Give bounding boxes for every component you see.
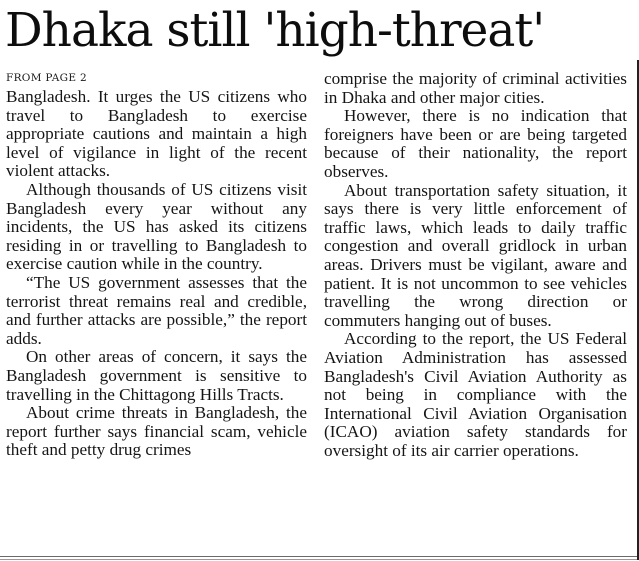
headline: Dhaka still 'high-threat' [5,3,545,58]
paragraph: About transportation safety situation, it says there is very little enforcement of traffic laws, which leads to daily traffic congestion and overall gridlock in urban areas. Drivers must be vigilant, aware and patient. It is not uncommon to see vehicles travelling the wrong direction or commuters hanging out of buses. [324,180,627,330]
paragraph: On other areas of concern, it says the Bangladesh government is sensitive to travelling in the Chittagong Hills Tracts. [6,347,307,404]
paragraph: Bangladesh. It urges the US citizens who travel to Bangladesh to exercise appropriate cautions and maintain a high level of vigilance in light of the recent violent attacks. [6,87,307,181]
paragraph: According to the report, the US Federal Aviation Administration has assessed Bangladesh's Civil Aviation Authority as not being in compliance with the International Civil Aviation Organisation (ICAO) aviation safety standards for oversight of its air carrier operations. [324,329,627,460]
paragraph: Although thousands of US citizens visit Bangladesh every year without any incidents, the US has asked its citizens residing in or travelling to Bangladesh to exercise caution while in the country. [6,179,307,274]
article-column-left [6,88,307,460]
paragraph: About crime threats in Bangladesh, the report further says financial scam, vehicle theft and petty drug crimes [6,403,307,460]
continued-from-label: FROM PAGE 2 [6,72,87,84]
bottom-rule [0,556,639,557]
bottom-rule-secondary [0,559,639,560]
paragraph: However, there is no indication that foreigners have been or are being targeted because of their nationality, the report observes. [324,106,627,181]
article-column-right [324,70,627,460]
paragraph: comprise the majority of criminal activities in Dhaka and other major cities. [324,69,627,107]
paragraph: “The US government assesses that the terrorist threat remains real and credible, and further attacks are possible,” the report adds. [6,272,307,348]
